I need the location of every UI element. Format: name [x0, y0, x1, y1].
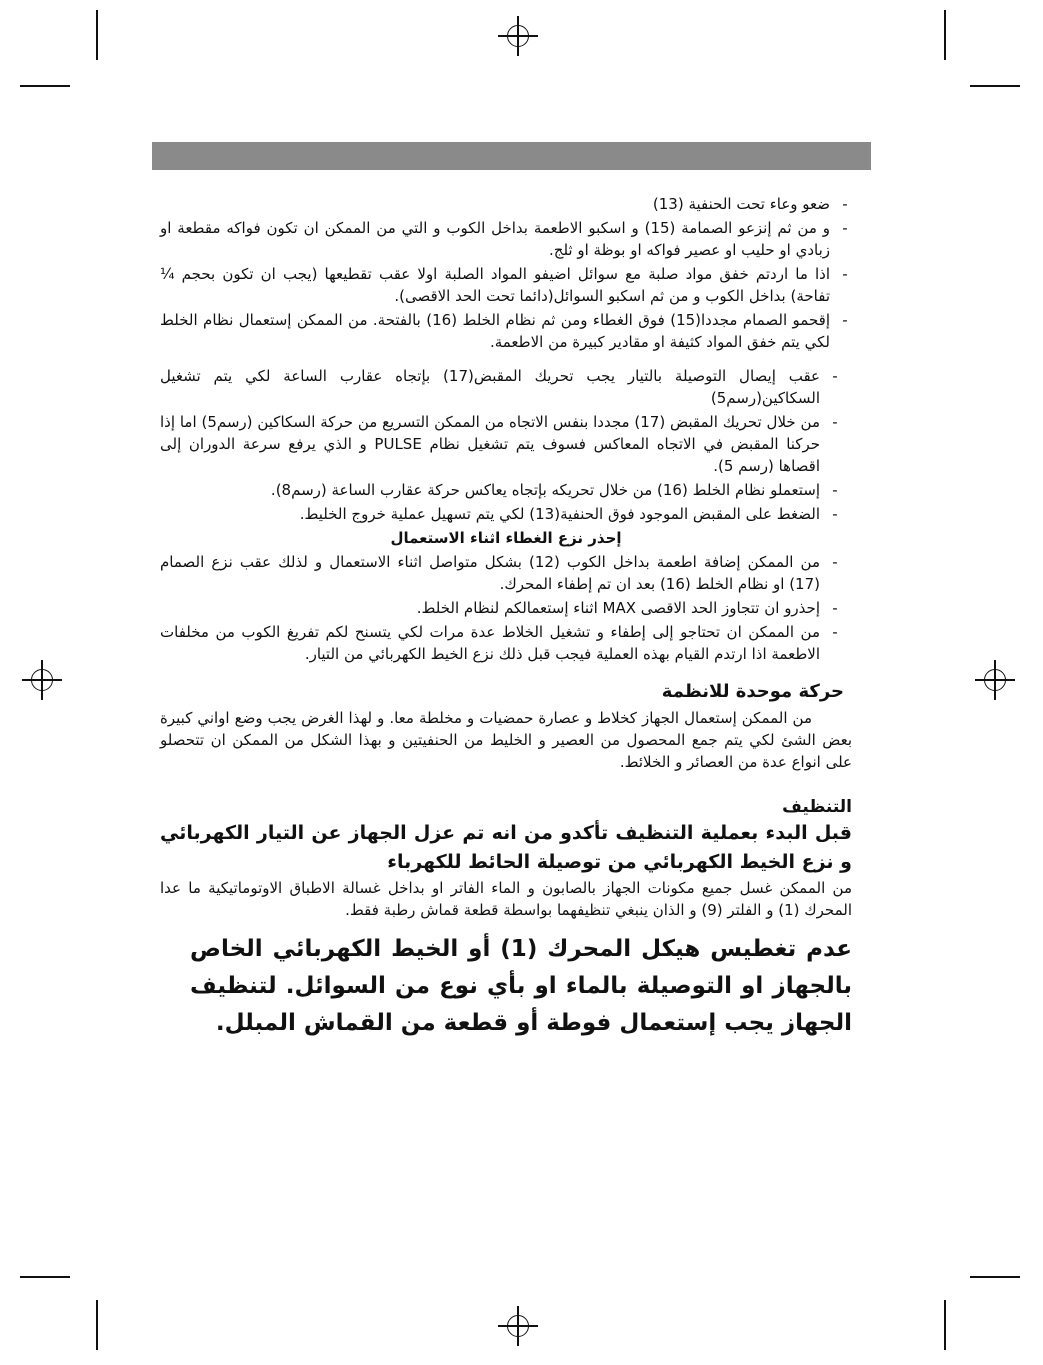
list-item: - من خلال تحريك المقبض (17) مجددا بنفس الاتجاه من الممكن التسريع من حركة السكاكين (رسم5) اما إذا حركنا المقبض في الاتجاه المعاكس فسوف يتم تشغيل نظام PULSE و الذي يرفع سرعة الدوران إلى اقصاها (رسم 5). — [160, 413, 838, 475]
lid-warning: إحذر نزع الغطاء اثناء الاستعمال — [390, 529, 622, 547]
cleaning-instructions: من الممكن غسل جميع مكونات الجهاز بالصابون و الماء الفاتر او بداخل غسالة الاطباق الاوتوماتيكية ما عدا المحرك (1) و الفلتر (9) و الذان ينبغي تنظيفهما بواسطة قطعة قماش رطبة فقط. — [160, 879, 852, 919]
registration-mark-top — [498, 16, 538, 56]
header-bar — [152, 142, 871, 170]
crop-mark-top-right-vertical — [944, 10, 946, 60]
list-item: - ضعو وعاء تحت الحنفية (13) — [652, 195, 848, 213]
instruction-list-3 — [160, 551, 852, 665]
page-content — [160, 193, 852, 1042]
crop-mark-top-right-horizontal — [970, 85, 1020, 87]
cleaning-safety-warning: قبل البدء بعملية التنظيف تأكدو من انه تم عزل الجهاز عن التيار الكهربائي و نزع الخيط الكهربائي من توصيلة الحائط للكهرباء — [160, 822, 852, 873]
unified-section-title: حركة موحدة للانظمة — [661, 681, 844, 702]
list-item: - إحذرو ان تتجاوز الحد الاقصى MAX اثناء إستعمالكم لنظام الخلط. — [416, 599, 838, 617]
unified-section-text: من الممكن إستعمال الجهاز كخلاط و عصارة حمضيات و مخلطة معا. و لهذا الغرض يجب وضع اواني كبيرة بعض الشئ لكي يتم جمع المحصول من العصير و الخليط من الحنفيتين و بهذا الشكل من الممكن ان تتحصلو على انواع عدة من العصائر و الخلائط. — [160, 709, 852, 771]
crop-mark-bottom-left-horizontal — [20, 1276, 70, 1278]
list-item: - عقب إيصال التوصيلة بالتيار يجب تحريك المقبض(17) بإتجاه عقارب الساعة لكي يتم تشغيل السكاكين(رسم5) — [160, 367, 838, 407]
list-item: - إستعملو نظام الخلط (16) من خلال تحريكه بإتجاه يعاكس حركة عقارب الساعة (رسم8). — [270, 481, 838, 499]
instruction-list-2 — [160, 365, 852, 525]
registration-mark-bottom — [498, 1306, 538, 1346]
list-item: - من الممكن ان تحتاجو إلى إطفاء و تشغيل الخلاط عدة مرات لكي يتسنح لكم تفريغ الكوب من مخلفات الاطعمة اذا ارتدم القيام بهذه العملية فيجب قبل ذلك نزع الخيط الكهربائي من التيار. — [160, 623, 838, 663]
list-item: - و من ثم إنزعو الصمامة (15) و اسكبو الاطعمة بداخل الكوب و التي من الممكن ان تكون فواكه مقطعة او زبادي او حليب او عصير فواكه او بوظة او ثلج. — [160, 219, 848, 259]
list-item: - من الممكن إضافة اطعمة بداخل الكوب (12) بشكل متواصل اثناء الاستعمال و لذلك عقب نزع الصمام (17) او نظام الخلط (16) بعد ان تم إطفاء المحرك. — [160, 553, 838, 593]
crop-mark-bottom-right-vertical — [944, 1300, 946, 1350]
crop-mark-bottom-left-vertical — [96, 1300, 98, 1350]
water-immersion-warning: عدم تغطيس هيكل المحرك (1) أو الخيط الكهربائي الخاص بالجهاز او التوصيلة بالماء او بأي نوع من السوائل. لتنظيف الجهاز يجب إستعمال فوطة أو قطعة من القماش المبلل. — [190, 936, 852, 1036]
crop-mark-bottom-right-horizontal — [970, 1276, 1020, 1278]
cleaning-section-title: التنظيف — [782, 797, 852, 817]
registration-mark-left — [22, 660, 62, 700]
list-item: - اذا ما اردتم خفق مواد صلبة مع سوائل اضيفو المواد الصلبة اولا عقب تقطيعها (يجب ان تكون بحجم ¼ تفاحة) بداخل الكوب و من ثم اسكبو السوائل(دائما تحت الحد الاقصى). — [160, 265, 848, 305]
registration-mark-right — [975, 660, 1015, 700]
crop-mark-top-left-vertical — [96, 10, 98, 60]
list-item: - إقحمو الصمام مجددا(15) فوق الغطاء ومن ثم نظام الخلط (16) بالفتحة. من الممكن إستعمال نظام الخلط لكي يتم خفق المواد كثيفة او مقادير كبيرة من الاطعمة. — [160, 311, 848, 351]
list-item: - الضغط على المقبض الموجود فوق الحنفية(13) لكي يتم تسهيل عملية خروج الخليط. — [299, 505, 838, 523]
crop-mark-top-left-horizontal — [20, 85, 70, 87]
instruction-list-1 — [160, 193, 852, 353]
